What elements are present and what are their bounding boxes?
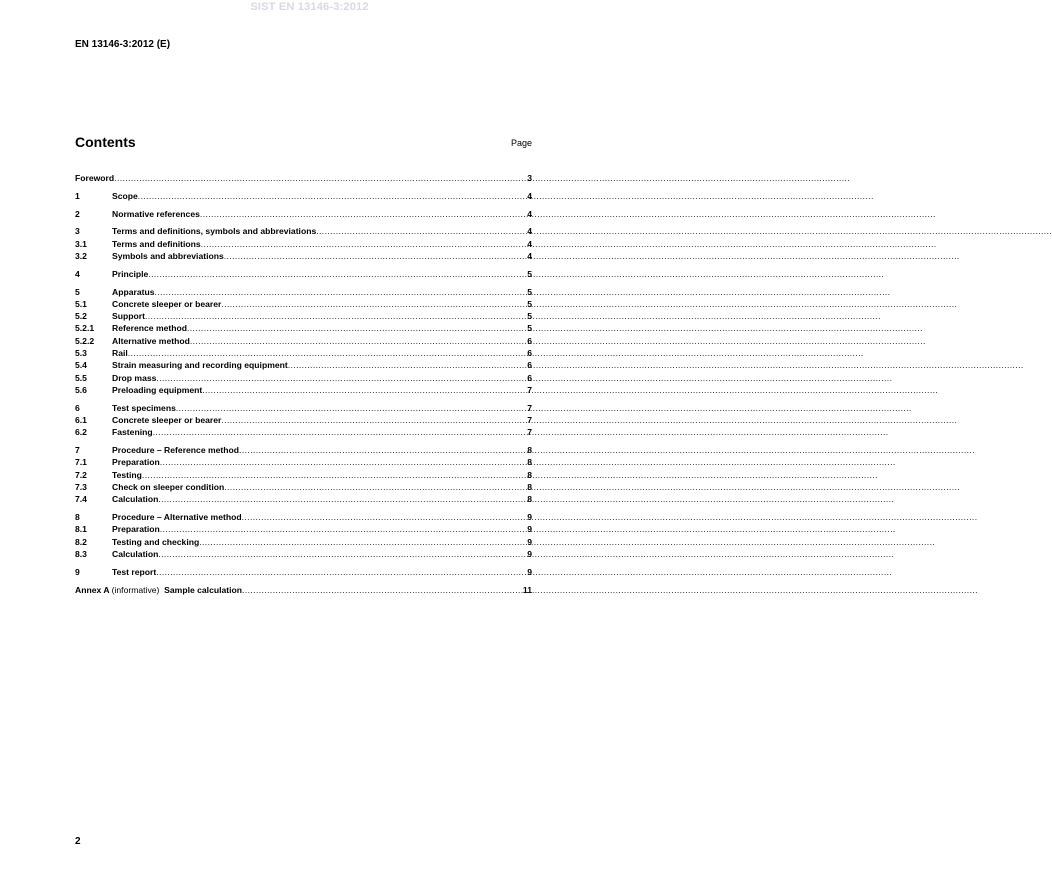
- toc-entry-title: Alternative method: [112, 335, 190, 346]
- toc-entry-page: 9: [527, 524, 532, 535]
- toc-dot-leader: [242, 511, 527, 523]
- toc-entry-number: 2: [75, 208, 80, 219]
- table-of-contents: [75, 172, 532, 596]
- toc-entry-number: 6.2: [75, 427, 87, 438]
- toc-entry-title: Test report: [112, 566, 157, 577]
- toc-dot-leader: [128, 347, 526, 359]
- toc-entry-page: 4: [527, 226, 532, 237]
- toc-entry-page: 6: [527, 372, 532, 383]
- toc-entry-page: 5: [527, 298, 532, 309]
- toc-dot-leader: [187, 322, 526, 334]
- toc-entry-title: Scope: [112, 190, 138, 201]
- toc-entry-title: Procedure – Alternative method: [112, 512, 242, 523]
- toc-entry-title: Support: [112, 311, 145, 322]
- toc-entry-page: 8: [527, 457, 532, 468]
- toc-dot-leader: [158, 493, 526, 505]
- toc-entry-title: Fastening: [112, 427, 153, 438]
- toc-entry-title: Preparation: [112, 457, 160, 468]
- toc-entry[interactable]: [75, 335, 532, 347]
- toc-entry-page: 4: [527, 208, 532, 219]
- toc-entry-title: Preloading equipment: [112, 384, 203, 395]
- toc-entry[interactable]: [75, 268, 532, 280]
- toc-dot-leader: [200, 208, 526, 220]
- toc-entry[interactable]: [75, 548, 532, 560]
- toc-entry-number: 5.5: [75, 372, 87, 383]
- toc-entry-number: 5.1: [75, 298, 87, 309]
- toc-entry[interactable]: [75, 536, 532, 548]
- toc-entry[interactable]: [75, 298, 532, 310]
- toc-entry-title: Procedure – Reference method: [112, 445, 240, 456]
- watermark: SIST EN 13146-3:2012: [250, 1, 369, 13]
- toc-dot-leader: [114, 172, 526, 184]
- toc-entry-title: Concrete sleeper or bearer: [112, 415, 222, 426]
- toc-entry-number: 4: [75, 268, 80, 279]
- toc-dot-leader: [155, 286, 527, 298]
- toc-entry[interactable]: [75, 310, 532, 322]
- toc-entry-page: 8: [527, 469, 532, 480]
- toc-entry[interactable]: [75, 511, 532, 523]
- toc-entry-title: Principle: [112, 268, 149, 279]
- toc-entry[interactable]: [75, 523, 532, 535]
- toc-dot-leader: [190, 335, 526, 347]
- toc-dot-leader: [224, 481, 526, 493]
- toc-entry-number: 3: [75, 226, 80, 237]
- toc-entry-page: 9: [527, 566, 532, 577]
- toc-entry-number: 7.3: [75, 482, 87, 493]
- toc-dot-leader: [160, 456, 526, 468]
- toc-dot-leader: [199, 536, 526, 548]
- toc-entry-page: 11: [522, 584, 532, 595]
- toc-entry[interactable]: [75, 250, 532, 262]
- toc-entry-page: 9: [527, 536, 532, 547]
- toc-entry-page: 8: [527, 445, 532, 456]
- toc-entry-number: 8.2: [75, 536, 87, 547]
- toc-entry-page: 9: [527, 549, 532, 560]
- toc-entry-number: 8: [75, 512, 80, 523]
- toc-entry[interactable]: [75, 481, 532, 493]
- toc-dot-leader: [160, 523, 526, 535]
- annex-type: (informative): [111, 584, 160, 595]
- toc-entry-number: 5.4: [75, 360, 87, 371]
- toc-entry[interactable]: [75, 566, 532, 578]
- toc-entry[interactable]: [75, 469, 532, 481]
- toc-entry-page: 5: [527, 323, 532, 334]
- toc-entry-number: 5.2.2: [75, 335, 95, 346]
- toc-entry-page: 5: [527, 268, 532, 279]
- toc-entry[interactable]: [75, 208, 532, 220]
- toc-entry-title: Apparatus: [112, 286, 155, 297]
- toc-entry[interactable]: [75, 402, 532, 414]
- contents-title: Contents: [75, 134, 136, 150]
- toc-entry-page: 7: [527, 402, 532, 413]
- toc-annex-title-group: [75, 584, 242, 596]
- toc-entry-page: 4: [527, 190, 532, 201]
- toc-entry[interactable]: [75, 238, 532, 250]
- toc-entry-title: Symbols and abbreviations: [112, 250, 224, 261]
- toc-entry-title: Reference method: [112, 323, 187, 334]
- toc-entry-page: 3: [527, 173, 532, 183]
- toc-entry-title: Terms and definitions, symbols and abbreviations: [112, 226, 317, 237]
- toc-entry-number: 7.4: [75, 494, 87, 505]
- toc-entry[interactable]: [75, 225, 532, 237]
- document-id: EN 13146-3:2012 (E): [75, 39, 171, 50]
- toc-dot-leader: [138, 190, 526, 202]
- toc-entry-number: 5.3: [75, 348, 87, 359]
- toc-dot-leader: [239, 444, 526, 456]
- toc-entry-annex[interactable]: [75, 584, 532, 596]
- toc-entry-number: 8.3: [75, 549, 87, 560]
- toc-entry-number: 6.1: [75, 415, 87, 426]
- toc-entry-title: Strain measuring and recording equipment: [112, 360, 288, 371]
- toc-entry-number: 3.1: [75, 238, 87, 249]
- toc-entry-title: Concrete sleeper or bearer: [112, 298, 222, 309]
- annex-title: Sample calculation: [164, 584, 243, 595]
- toc-entry-page: 4: [527, 238, 532, 249]
- toc-entry-title: Terms and definitions: [112, 238, 201, 249]
- toc-entry-page: 8: [527, 494, 532, 505]
- toc-entry-page: 5: [527, 311, 532, 322]
- annex-label: Annex A: [75, 584, 110, 595]
- toc-entry-title: Drop mass: [112, 372, 157, 383]
- toc-entry-page: 6: [527, 360, 532, 371]
- toc-entry-page: 6: [527, 348, 532, 359]
- toc-entry-page: 7: [527, 384, 532, 395]
- toc-entry-number: 6: [75, 402, 80, 413]
- toc-entry-title: Calculation: [112, 494, 159, 505]
- toc-dot-leader: [176, 402, 526, 414]
- toc-entry[interactable]: [75, 414, 532, 426]
- toc-entry-number: 8.1: [75, 524, 87, 535]
- page-column-label: Page: [510, 138, 532, 148]
- toc-entry-number: 9: [75, 566, 80, 577]
- toc-entry-number: 7: [75, 445, 80, 456]
- toc-entry[interactable]: [75, 190, 532, 202]
- toc-entry-number: 5.2: [75, 311, 87, 322]
- toc-entry[interactable]: [75, 372, 532, 384]
- toc-dot-leader: [156, 566, 526, 578]
- toc-dot-leader: [224, 250, 526, 262]
- toc-entry-title: Foreword: [75, 173, 115, 183]
- toc-dot-leader: [201, 238, 527, 250]
- toc-entry-number: 1: [75, 190, 80, 201]
- toc-entry-page: 4: [527, 250, 532, 261]
- toc-entry-page: 6: [527, 335, 532, 346]
- toc-entry-title: Check on sleeper condition: [112, 482, 225, 493]
- toc-dot-leader: [288, 359, 526, 371]
- toc-entry-number: 7.2: [75, 469, 87, 480]
- toc-dot-leader: [221, 298, 526, 310]
- toc-entry[interactable]: [75, 286, 532, 298]
- toc-entry-title: Preparation: [112, 524, 160, 535]
- toc-entry-page: 9: [527, 512, 532, 523]
- toc-entry-page: 8: [527, 482, 532, 493]
- toc-dot-leader: [202, 384, 526, 396]
- toc-dot-leader: [158, 548, 526, 560]
- toc-entry[interactable]: [75, 322, 532, 334]
- toc-dot-leader: [153, 426, 527, 438]
- page-number: 2: [75, 836, 81, 847]
- toc-dot-leader: [148, 268, 526, 280]
- toc-entry[interactable]: [75, 456, 532, 468]
- toc-entry-page: 7: [527, 415, 532, 426]
- toc-dot-leader: [142, 469, 526, 481]
- toc-dot-leader: [156, 372, 526, 384]
- toc-entry-page: 7: [527, 427, 532, 438]
- toc-entry-title: Rail: [112, 348, 128, 359]
- toc-entry[interactable]: [75, 426, 532, 438]
- toc-entry-number: 7.1: [75, 457, 87, 468]
- toc-entry-title: Calculation: [112, 549, 159, 560]
- toc-entry[interactable]: [75, 347, 532, 359]
- toc-entry-title: Testing and checking: [112, 536, 200, 547]
- toc-entry-page: 5: [527, 286, 532, 297]
- toc-entry[interactable]: [75, 359, 532, 371]
- toc-entry[interactable]: [75, 493, 532, 505]
- toc-entry[interactable]: [75, 444, 532, 456]
- toc-entry-number: 5.6: [75, 384, 87, 395]
- toc-entry-title: Normative references: [112, 208, 200, 219]
- toc-entry-number: 5.2.1: [75, 323, 95, 334]
- toc-entry-title: Test specimens: [112, 402, 176, 413]
- toc-dot-leader: [145, 310, 526, 322]
- toc-entry[interactable]: [75, 384, 532, 396]
- toc-dot-leader: [316, 225, 526, 237]
- toc-entry-number: 3.2: [75, 250, 87, 261]
- toc-entry-title: Testing: [112, 469, 142, 480]
- toc-dot-leader: [221, 414, 526, 426]
- toc-dot-leader: [242, 584, 522, 596]
- toc-entry[interactable]: [75, 172, 532, 184]
- toc-entry-number: 5: [75, 286, 80, 297]
